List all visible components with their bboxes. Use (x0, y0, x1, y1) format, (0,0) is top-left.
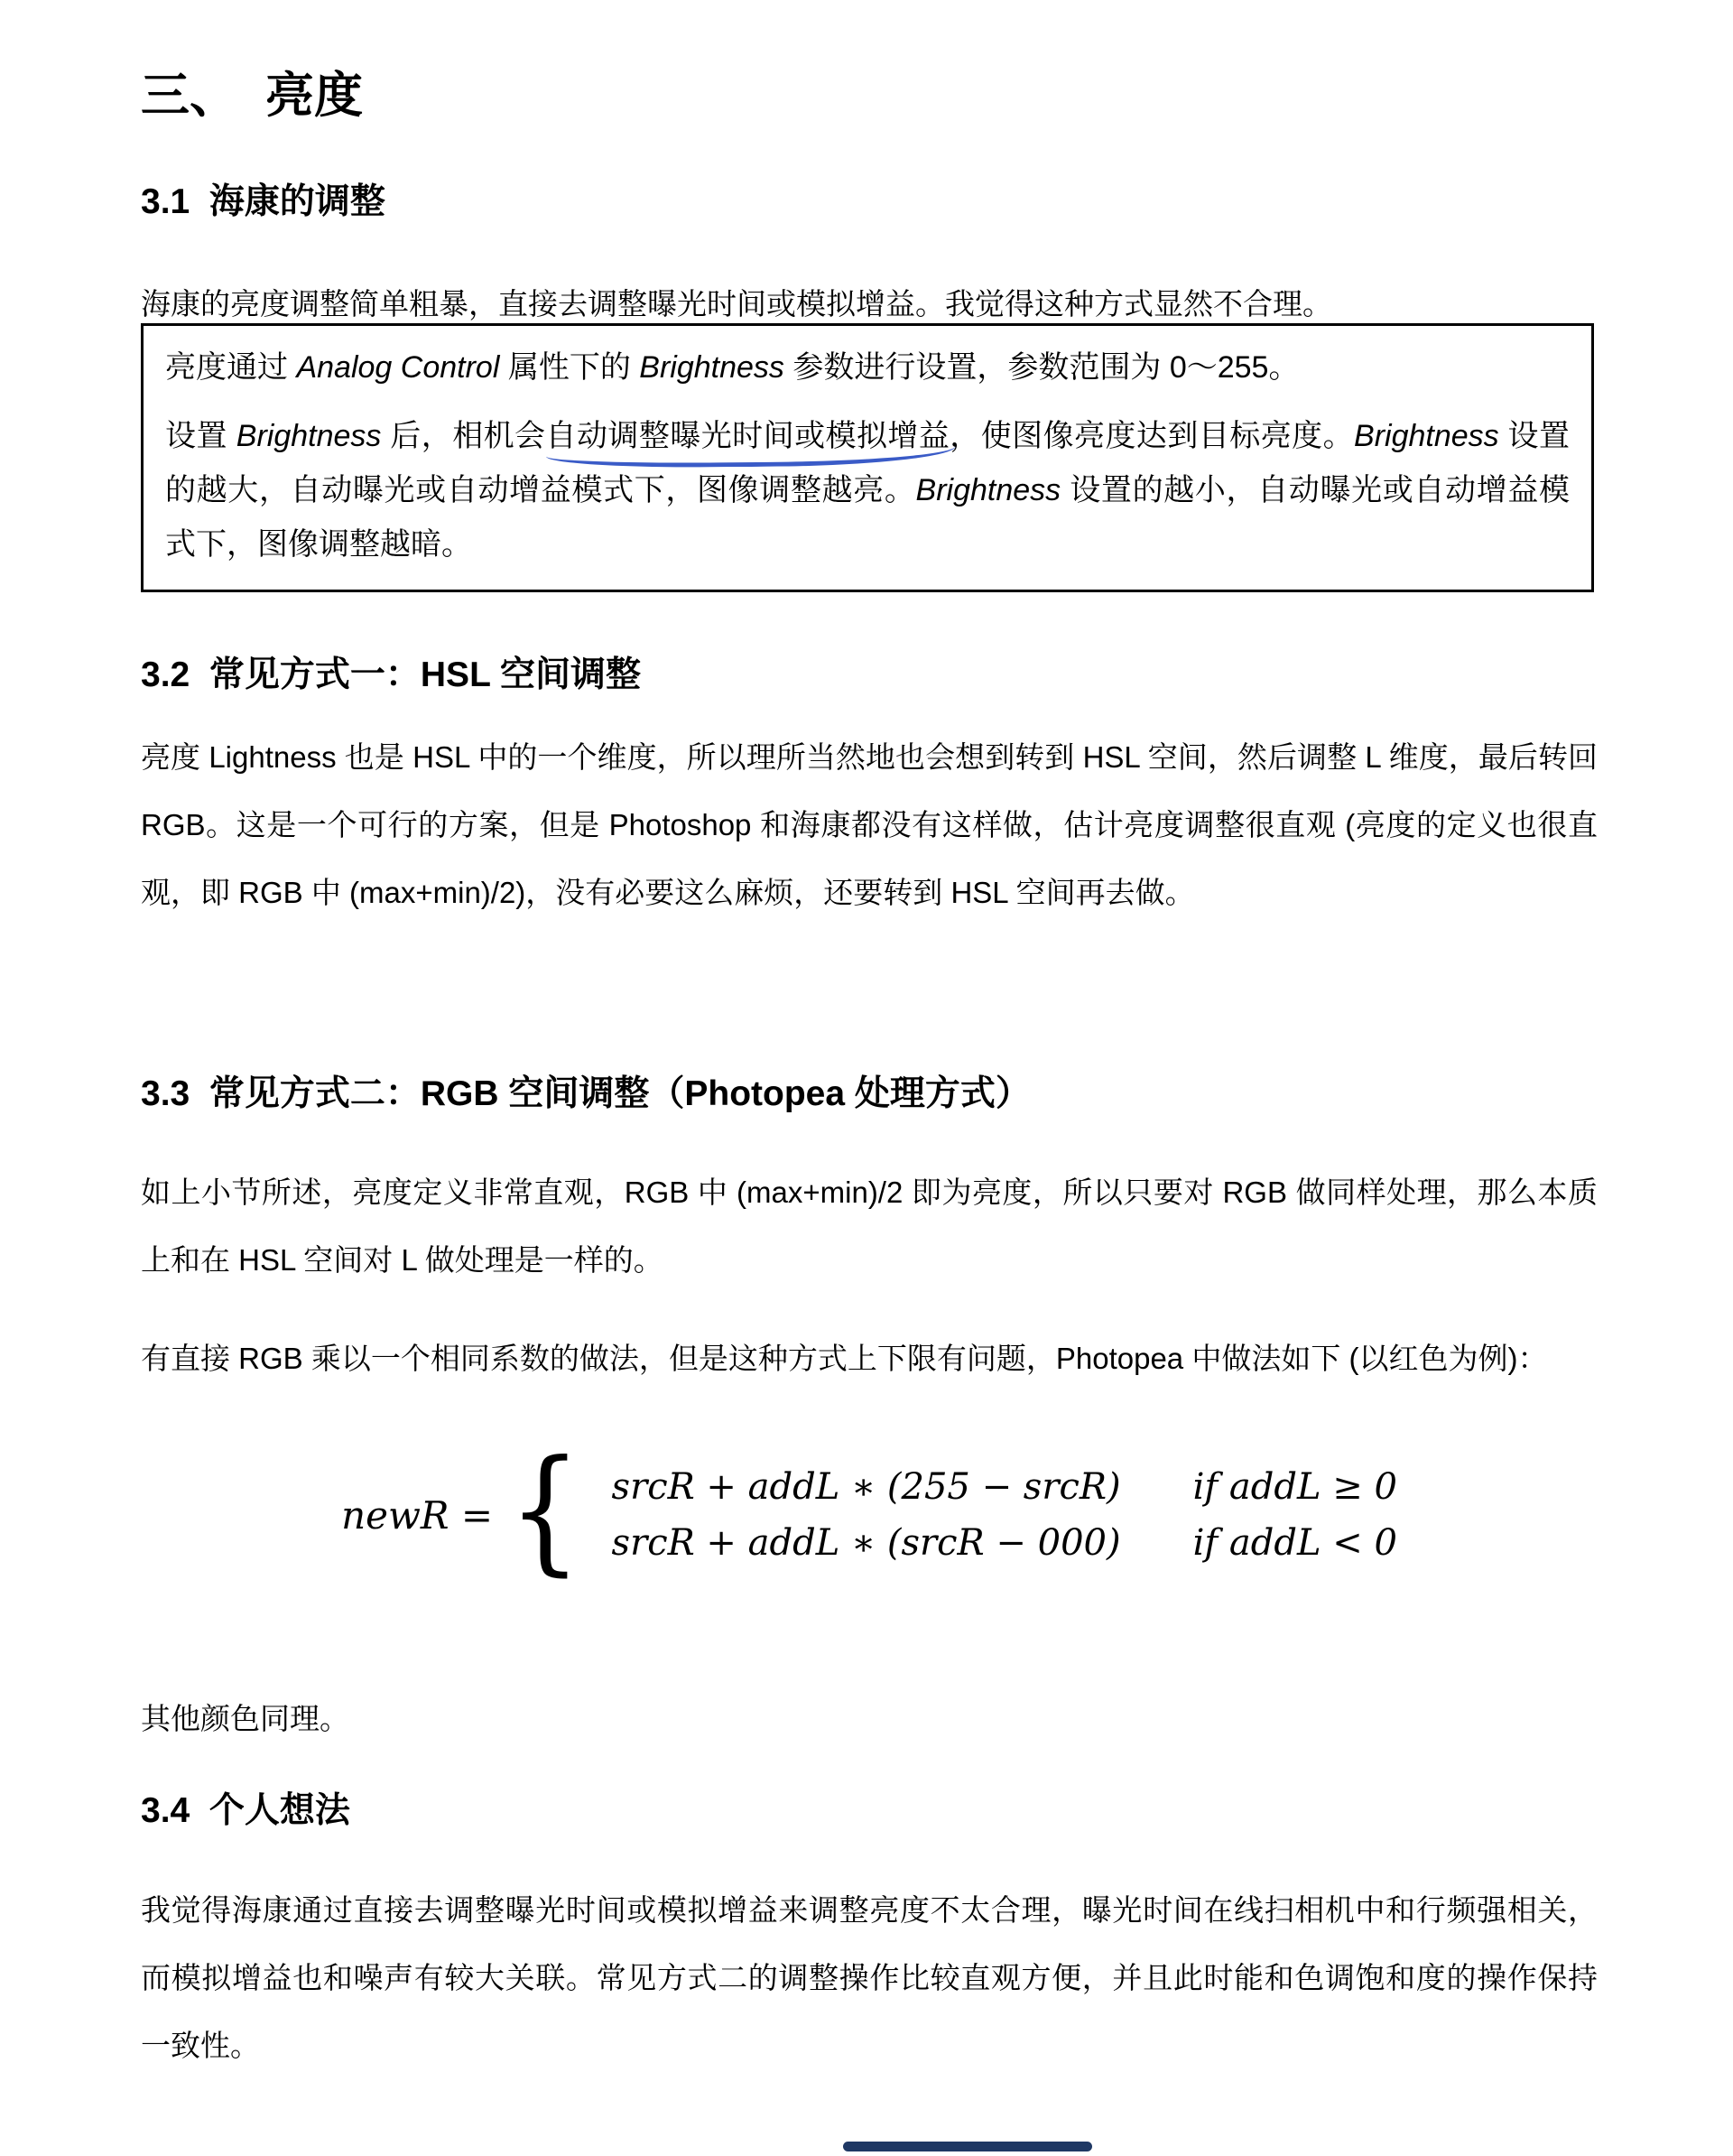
formula-brace: { (508, 1432, 582, 1589)
formula-rows (612, 1466, 1397, 1564)
section-heading-3-4: 3.4 个人想法 (141, 1791, 350, 1831)
paragraph-3-4: 我觉得海康通过直接去调整曝光时间或模拟增益来调整亮度不太合理，曝光时间在线扫相机中和行频强相关，而模拟增益也和噪声有较大关联。常见方式二的调整操作比较直观方便，并且此时能和色调饱和度的操作保持一致性。 (141, 1893, 1598, 2062)
blue-underline-annotation: 自动调整曝光时间或模拟增益 (545, 419, 950, 453)
section-heading-3-3: 3.3 常见方式二：RGB 空间调整（Photopea 处理方式） (141, 1074, 1031, 1114)
bottom-scroll-indicator[interactable] (843, 2142, 1092, 2151)
formula-condition: if addL ≥ 0 (1192, 1466, 1397, 1508)
formula-expression: srcR + addL ∗ (255 − srcR) (611, 1466, 1121, 1508)
paragraph-3-2: 亮度 Lightness 也是 HSL 中的一个维度，所以理所当然地也会想到转到 HSL 空间，然后调整 L 维度，最后转回 RGB。这是一个可行的方案，但是 Photoshop 和海康都没有这样做，估计亮度调整很直观 (亮度的定义也很直观，即 RGB 中 (max+min)/2)，没有必要这么麻烦，还要转到 HSL 空间再去做。 (141, 740, 1598, 909)
formula-condition: if addL < 0 (1192, 1522, 1397, 1564)
paragraph-other-colors: 其他颜色同理。 (141, 1702, 349, 1735)
box-paragraph-1: 亮度通过 Analog Control 属性下的 Brightness 参数进行设置，参数范围为 0～255。 (165, 350, 1300, 385)
info-box (141, 323, 1594, 592)
formula-block (141, 1432, 1598, 1589)
section-heading-3-2: 3.2 常见方式一：HSL 空间调整 (141, 655, 642, 695)
document-title (141, 67, 1598, 125)
title-text: 亮度 (265, 69, 363, 124)
paragraph-3-1: 海康的亮度调整简单粗暴，直接去调整曝光时间或模拟增益。我觉得这种方式显然不合理。 (141, 287, 1332, 321)
section-heading-3-1: 3.1 海康的调整 (141, 182, 385, 222)
formula-lhs: newR = (341, 1492, 494, 1538)
formula-expression: srcR + addL ∗ (srcR − 000) (611, 1522, 1121, 1564)
box-paragraph-2: 设置 Brightness 后，相机会自动调整曝光时间或模拟增益，使图像亮度达到目标亮度。Brightness 设置的越大，自动曝光或自动增益模式下，图像调整越亮。Brightness 设置的越小，自动曝光或自动增益模式下，图像调整越暗。 (165, 419, 1571, 562)
paragraph-3-3-2: 有直接 RGB 乘以一个相同系数的做法，但是这种方式上下限有问题，Photopea 中做法如下 (以红色为例)： (141, 1342, 1548, 1375)
title-number: 三、 (141, 69, 238, 124)
paragraph-3-3-1: 如上小节所述，亮度定义非常直观，RGB 中 (max+min)/2 即为亮度，所以只要对 RGB 做同样处理，那么本质上和在 HSL 空间对 L 做处理是一样的。 (141, 1176, 1598, 1277)
